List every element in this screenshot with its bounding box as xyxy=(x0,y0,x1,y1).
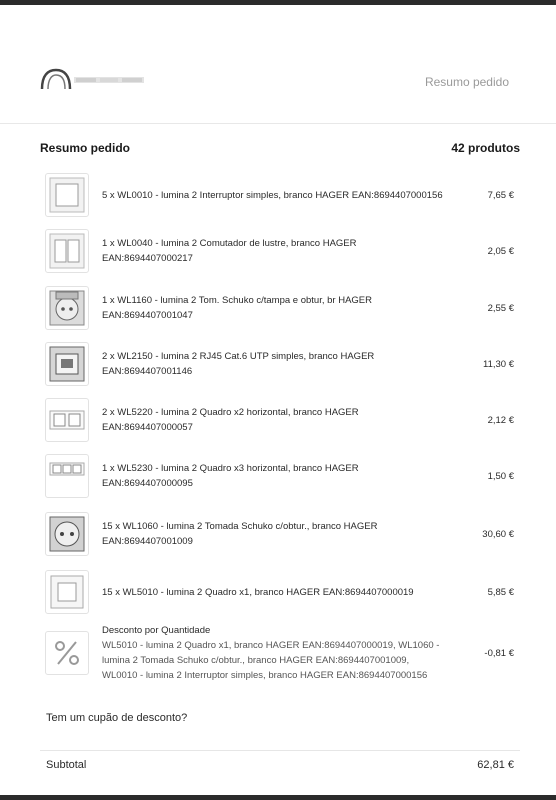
product-thumbnail xyxy=(45,173,89,217)
item-description: 1 x WL1160 - lumina 2 Tom. Schuko c/tampa e obtur, br HAGER EAN:8694407001047 xyxy=(102,295,372,321)
product-thumbnail xyxy=(45,454,89,498)
product-thumbnail xyxy=(45,398,89,442)
item-description: 1 x WL0040 - lumina 2 Comutador de lustre, branco HAGER EAN:8694407000217 xyxy=(102,238,357,264)
order-item xyxy=(40,564,520,620)
switch-double-icon xyxy=(48,232,86,270)
item-description: 5 x WL0010 - lumina 2 Interruptor simples, branco HAGER EAN:8694407000156 xyxy=(102,189,443,201)
order-item xyxy=(40,392,520,448)
order-summary-link[interactable]: Resumo pedido xyxy=(424,75,509,89)
discount-thumbnail xyxy=(45,631,89,675)
product-thumbnail xyxy=(45,570,89,614)
item-price: 2,05 € xyxy=(487,245,514,257)
switch-single-icon xyxy=(48,176,86,214)
order-item xyxy=(40,336,520,392)
item-price: 2,12 € xyxy=(487,414,514,426)
logo[interactable] xyxy=(40,65,146,93)
discount-title: Desconto por Quantidade xyxy=(102,625,211,636)
logo-mark-icon xyxy=(40,65,146,93)
item-price: 30,60 € xyxy=(482,528,514,540)
order-item xyxy=(40,222,520,280)
divider xyxy=(40,750,520,751)
item-description: 2 x WL2150 - lumina 2 RJ45 Cat.6 UTP simples, branco HAGER EAN:8694407001146 xyxy=(102,351,375,377)
rj45-socket-icon xyxy=(48,345,86,383)
item-description: 15 x WL5010 - lumina 2 Quadro x1, branco HAGER EAN:8694407000019 xyxy=(102,586,414,598)
frame-x2-icon xyxy=(48,401,86,439)
subtotal-value: 62,81 € xyxy=(477,759,514,771)
frame-x3-icon xyxy=(48,457,86,495)
item-description: 2 x WL5220 - lumina 2 Quadro x2 horizontal, branco HAGER EAN:8694407000057 xyxy=(102,407,359,433)
order-item xyxy=(40,504,520,564)
item-price: 7,65 € xyxy=(487,189,514,201)
bottom-bar xyxy=(0,795,556,800)
discount-amount: -0,81 € xyxy=(484,647,514,659)
product-thumbnail xyxy=(45,342,89,386)
socket-cover-icon xyxy=(48,289,86,327)
order-item xyxy=(40,168,520,222)
product-thumbnail xyxy=(45,229,89,273)
item-description: 1 x WL5230 - lumina 2 Quadro x3 horizontal, branco HAGER EAN:8694407000095 xyxy=(102,463,359,489)
order-items-list xyxy=(40,168,520,684)
coupon-link[interactable]: Tem um cupão de desconto? xyxy=(46,712,188,724)
item-price: 5,85 € xyxy=(487,586,514,598)
discount-item xyxy=(40,622,520,684)
product-thumbnail xyxy=(45,286,89,330)
schuko-socket-icon xyxy=(48,515,86,553)
order-item xyxy=(40,448,520,504)
frame-x1-icon xyxy=(48,573,86,611)
subtotal-label: Subtotal xyxy=(46,759,87,771)
discount-details: WL5010 - lumina 2 Quadro x1, branco HAGER EAN:8694407000019, WL1060 - lumina 2 Tomada Schuko c/obtur., branco HAGER EAN:8694407001009, WL0010 - lumina 2 Interruptor simples, branco HAGER EAN:8694407000156 xyxy=(102,640,440,681)
discount-description xyxy=(102,623,452,683)
percent-icon xyxy=(48,634,86,672)
product-thumbnail xyxy=(45,512,89,556)
page-header xyxy=(0,5,556,124)
item-price: 1,50 € xyxy=(487,470,514,482)
order-item xyxy=(40,280,520,336)
item-description: 15 x WL1060 - lumina 2 Tomada Schuko c/obtur., branco HAGER EAN:8694407001009 xyxy=(102,521,378,547)
item-price: 2,55 € xyxy=(487,302,514,314)
product-count: 42 produtos xyxy=(451,141,520,155)
item-price: 11,30 € xyxy=(483,358,514,370)
summary-title: Resumo pedido xyxy=(40,141,131,155)
